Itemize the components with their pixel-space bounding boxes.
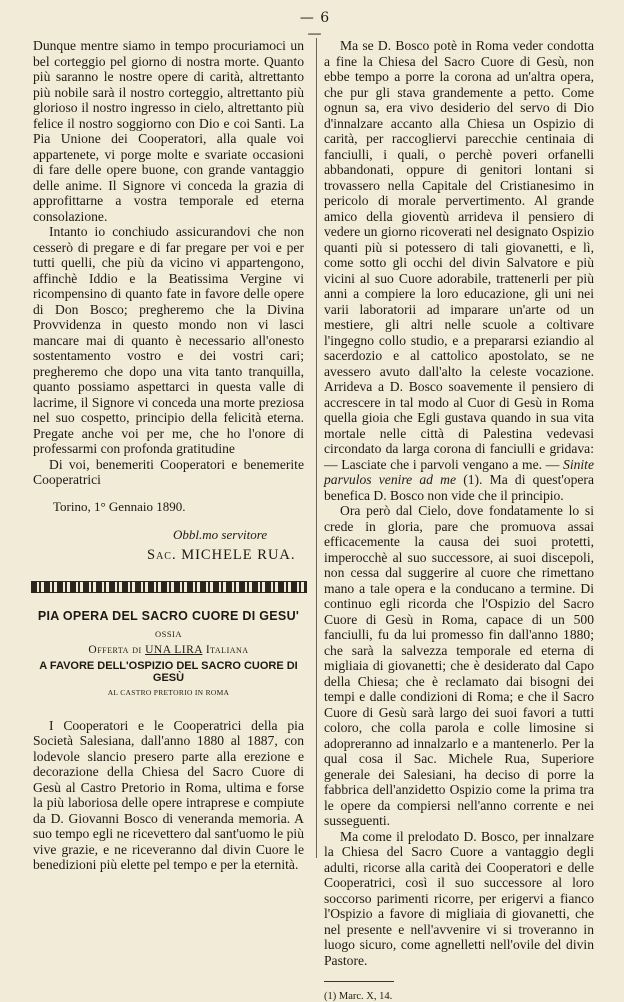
- notice-purpose: A FAVORE DELL'OSPIZIO DEL SACRO CUORE DI GESÙ: [39, 659, 298, 684]
- left-column: [33, 38, 304, 873]
- notice-location: AL CASTRO PRETORIO IN ROMA: [107, 687, 230, 697]
- right-paragraph-3: Ma come il prelodato D. Bosco, per innalzare la Chiesa del Sacro Cuore a vantaggio degli adulti, ricorse alla carità dei Cooperatori e delle Cooperatrici, così il suo successore al loro soccorso parimenti ricorre, per erigervi a fianco l'Ospizio a favore di migliaia di giovanetti, che nel presente e nell'avvenire vi si troveranno in luogo sicuro, come agnelletti nell'ovile del divin Pastore.: [324, 828, 594, 968]
- letter-date: Torino, 1° Gennaio 1890.: [53, 498, 186, 514]
- right-paragraph-1-text: Ma se D. Bosco potè in Roma veder condotta a fine la Chiesa del Sacro Cuore di Gesù, non ebbe tempo a porre la corona ad un'altra opera, che pur gli stava grandemente a petto. Come ognun sa, era vivo desiderio del servo di Dio d'innalzare accanto alla Chiesa un Ospizio di carità, per raccogliervi parecchie centinaia di fanciulli, i quali, o perchè poveri orfanelli abbandonati, oppure di genitori lontani si trovassero nella Capitale del Cristianesimo in pericolo di morale pervertimento. Al grande amico della gioventù arrideva il pensiero di vedere un giorno ricoverati nel designato Ospizio quanti più si potessero di tali giovanetti, e lì, come sotto gli occhi del divin Salvatore e più vicini al suo Cuore adorabile, trattenerli per più anni a compiere la loro educazione, gli uni nei varii laboratorii ad imparare un'arte od un mestiere, gli altri nelle scuole a coltivare l'ingegno collo studio, e a prepararsi eziandio al sacerdozio e al cattolico apostolato, se ne avessero avuto dall'alto la celeste vocazione. Arrideva a D. Bosco soavemente il pensiero di accrescere in tal modo al Cuor di Gesù in Roma quella gioia che Egli gustava quando in sua vita mortale nelle città di Palestina vedevasi circondato da larga corona di fanciulli e gridava: — Lasciate che i parvoli vengano a me. —: [324, 38, 594, 472]
- right-paragraph-1: [324, 38, 594, 503]
- notice-offer-post: Italiana: [202, 643, 249, 656]
- notice-offer-amount: UNA LIRA: [145, 643, 203, 656]
- right-paragraph-1-end: (1). Ma di quest'opera benefica D. Bosco non vide che il principio.: [324, 472, 594, 503]
- letter-closing: Obbl.mo servitore: [173, 526, 268, 542]
- footnote-rule: [324, 981, 394, 982]
- notice-title: PIA OPERA DEL SACRO CUORE DI GESU': [37, 608, 300, 623]
- footnote: (1) Marc. X, 14.: [324, 991, 393, 1002]
- page-number: — 6 —: [299, 10, 331, 42]
- notice-offer-pre: Offerta di: [88, 643, 146, 656]
- ornamental-divider: [31, 581, 307, 593]
- latin-quote: Sinite parvulos venire ad me: [324, 456, 594, 487]
- column-divider: [316, 38, 317, 858]
- letter-signature: Sac. MICHELE RUA.: [147, 546, 296, 563]
- right-paragraph-2: Ora però dal Cielo, dove fondatamente lo si crede in gloria, pare che promuova assai efficacemente la causa dei suoi protetti, imperocchè al suo successore, ai suoi discepoli, non cessa dal suggerire al cuore che rimettano mano a tale opera e la conducano a termine. Di continuo egli ricorda che l'Ospizio del Sacro Cuore di Gesù in Roma, capace di un 500 fanciulli, fu da lui promesso fin dall'anno 1880; che sarà la salvezza temporale ed eterna di migliaia di giovanetti; che è desiderato dal Capo della Chiesa; che è reclamato dai bisogni dei tempi e dalle condizioni di Roma; e che il Sacro Cuore di Gesù sarà largo dei suoi favori a tutti coloro, che colla parola e colle limosine si adopreranno ad innalzarlo e a mantenerlo. Per la qual cosa il Sac. Michele Rua, Superiore generale dei Salesiani, ha deciso di porre la fabbrica dell'anzidetto Ospizio come la prima tra le opere da compiersi nell'anno corrente e nei susseguenti.: [324, 503, 594, 828]
- notice-offer: [33, 644, 304, 656]
- right-column: [324, 38, 594, 1002]
- notice-body: I Cooperatori e le Cooperatrici della pia Società Salesiana, dall'anno 1880 al 1887, con lodevole slancio presero parte alla erezione e decorazione della Chiesa del Sacro Cuore di Gesù al Castro Pretorio in Roma, ultima e forse la più laboriosa delle opere intraprese e compiute da D. Giovanni Bosco di veneranda memoria. A suo tempo egli ne ricevettero dal sant'uomo le più vive grazie, e ne riceveranno dal divin Cuore le benedizioni più elette pel tempo e per la eternità.: [33, 717, 304, 872]
- notice-ossia: OSSIA: [154, 628, 183, 639]
- left-paragraph-3: Di voi, benemeriti Cooperatori e benemerite Cooperatrici: [33, 456, 304, 487]
- left-paragraph-2: Intanto io conchiudo assicurandovi che non cesserò di pregare e di far pregare per voi e per tutti quelli, che più da vicino vi appartengono, affinchè Iddio e la Beatissima Vergine vi ricompensino di quanto fate in favore delle opere di Don Bosco; pregheremo che la Divina Provvidenza in questo mondo non vi lasci mancare mai di quanto è necessario all'onesto sostentamento vostro e dei vostri cari; pregheremo che dopo una vita tanto tranquilla, quanto possiamo aspettarci in questa valle di lacrime, il Signore vi conceda una morte preziosa nel suo cospetto, principio della felicità eterna. Pregate anche voi per me, che ho l'onore di professarmi con profonda gratitudine: [33, 224, 304, 456]
- left-paragraph-1: Dunque mentre siamo in tempo procuriamoci un bel corteggio pel giorno di nostra morte. Quanto più saranno le nostre opere di carità, altrettanto più nobile sarà il nostro corteggio, altrettanto più glorioso il nostro ingresso in cielo, altrettanto più felice il nostro soggiorno con Dio e coi Santi. La Pia Unione dei Cooperatori, alla quale voi appartenete, vi porge molte e svariate occasioni di fare delle opere buone, con grande vantaggio delle anime. Il Signore vi conceda la grazia di approfittarne a vostra temporale ed eterna consolazione.: [33, 38, 304, 224]
